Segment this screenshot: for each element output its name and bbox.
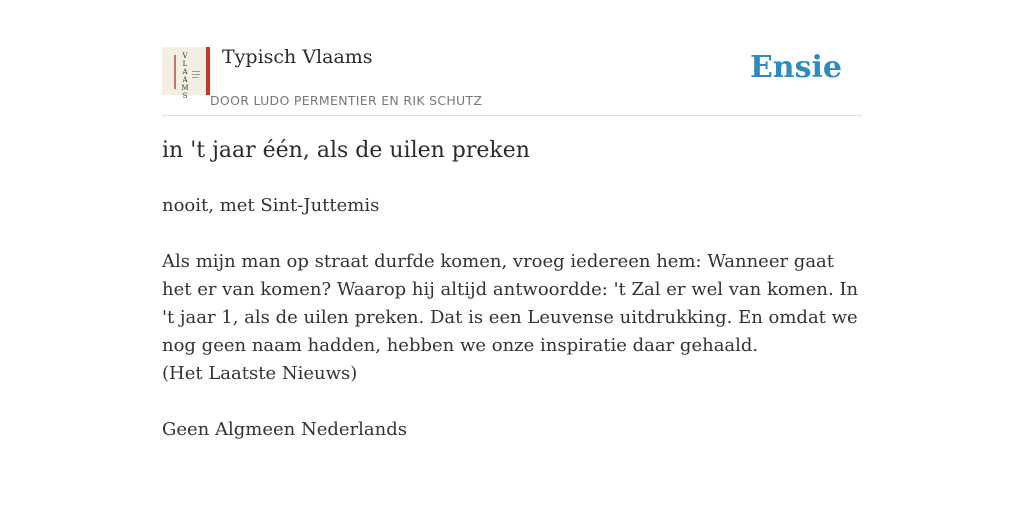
avatar-letter: A [182, 68, 188, 76]
source-byline: DOOR LUDO PERMENTIER EN RIK SCHUTZ [210, 93, 483, 108]
paragraph-gap [162, 388, 862, 416]
entry-content [162, 192, 862, 444]
avatar-letter: A [182, 76, 188, 84]
avatar-letter: S [182, 92, 188, 100]
book-cover-icon [162, 47, 210, 100]
entry-example-source: (Het Laatste Nieuws) [162, 363, 358, 384]
source-avatar[interactable] [162, 47, 210, 100]
source-title[interactable]: Typisch Vlaams [222, 46, 373, 68]
paragraph-gap [162, 220, 862, 248]
entry-headword: in 't jaar één, als de uilen preken [162, 138, 530, 163]
avatar-letter: M [181, 84, 189, 92]
avatar-letter: L [182, 60, 188, 68]
avatar-letter: V [182, 52, 188, 60]
entry-note: Geen Algmeen Nederlands [162, 419, 407, 440]
entry-definition: nooit, met Sint-Juttemis [162, 195, 380, 216]
entry-example: Als mijn man op straat durfde komen, vroeg iedereen hem: Wanneer gaat het er van komen? Waarop hij altijd antwoordde: 't Zal er wel van komen. In 't jaar 1, als de uilen preken. Dat is een Leuvense uitdrukking. En omdat we nog geen naam hadden, hebben we onze inspiratie daar gehaald. [162, 251, 859, 356]
ensie-logo-link[interactable]: Ensie [749, 50, 842, 85]
source-header [162, 38, 862, 116]
